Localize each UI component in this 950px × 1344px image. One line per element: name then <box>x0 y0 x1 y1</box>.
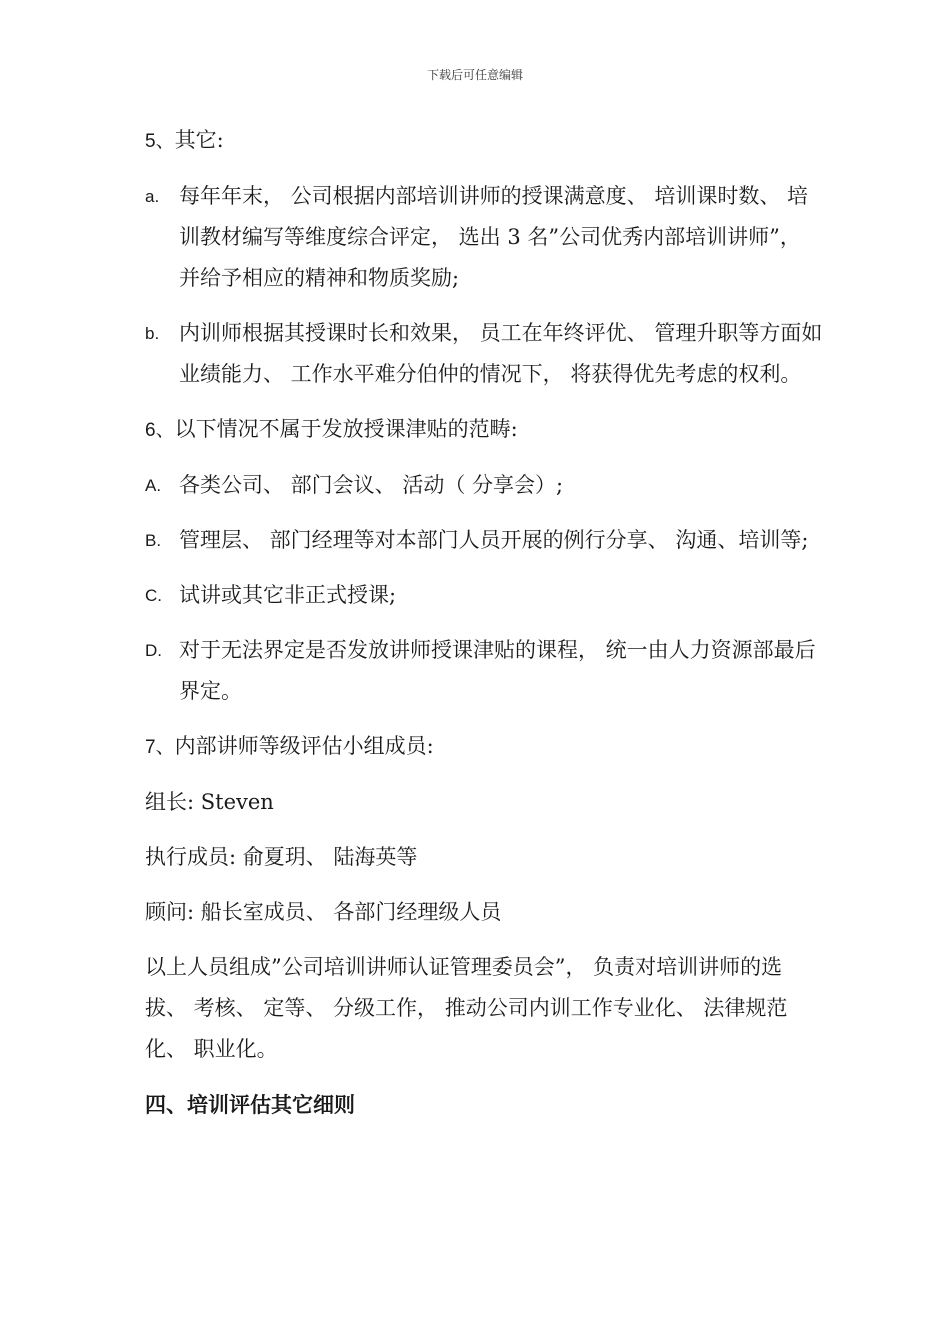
list-marker: C. <box>145 586 162 605</box>
list-item-a <box>145 176 825 299</box>
list-item-b <box>145 313 825 395</box>
list-item-D <box>145 630 825 712</box>
list-marker: B. <box>145 531 162 550</box>
list-item-A <box>145 465 825 506</box>
team-advisor: 顾问: 船长室成员、 各部门经理级人员 <box>145 900 502 924</box>
list-marker: D. <box>145 641 162 660</box>
section-7-title <box>145 726 825 768</box>
list-item-text: 内训师根据其授课时长和效果， 员工在年终评优、 管理升职等方面如业绩能力、 工作水平难分伯仲的情况下， 将获得优先考虑的权利。 <box>179 321 823 386</box>
section-6-label: 以下情况不属于发放授课津贴的范畴: <box>174 417 518 441</box>
section-4-heading: 四、培训评估其它细则 <box>145 1092 355 1117</box>
list-marker: b. <box>145 324 160 343</box>
list-item-text: 每年年末， 公司根据内部培训讲师的授课满意度、 培训课时数、 培训教材编写等维度综合评定， 选出 3 名”公司优秀内部培训讲师”， 并给予相应的精神和物质奖励; <box>179 184 809 290</box>
team-members: 执行成员: 俞夏玥、 陆海英等 <box>145 845 418 869</box>
list-item-text: 管理层、 部门经理等对本部门人员开展的例行分享、 沟通、培训等; <box>179 528 809 552</box>
section-7-number: 7、 <box>145 737 175 758</box>
list-marker: A. <box>145 476 162 495</box>
section-7-label: 内部讲师等级评估小组成员: <box>174 734 434 758</box>
list-marker: a. <box>145 187 160 206</box>
list-item-text: 各类公司、 部门会议、 活动（ 分享会）; <box>179 473 564 497</box>
section-6-title <box>145 409 825 451</box>
list-item-B <box>145 520 825 561</box>
section-5-title <box>145 120 825 162</box>
section-5-number: 5、 <box>145 131 175 152</box>
list-item-text: 对于无法界定是否发放讲师授课津贴的课程， 统一由人力资源部最后界定。 <box>179 638 816 703</box>
committee-summary: 以上人员组成”公司培训讲师认证管理委员会”， 负责对培训讲师的选拔、 考核、 定等、 分级工作， 推动公司内训工作专业化、 法律规范化、 职业化。 <box>145 955 788 1061</box>
list-item-text: 试讲或其它非正式授课; <box>179 583 397 607</box>
page-header: 下载后可任意编辑 <box>426 68 523 82</box>
team-leader: 组长: Steven <box>145 790 274 814</box>
document-content <box>145 120 825 1125</box>
list-item-C <box>145 575 825 616</box>
section-5-label: 其它: <box>174 128 224 152</box>
section-6-number: 6、 <box>145 420 175 441</box>
